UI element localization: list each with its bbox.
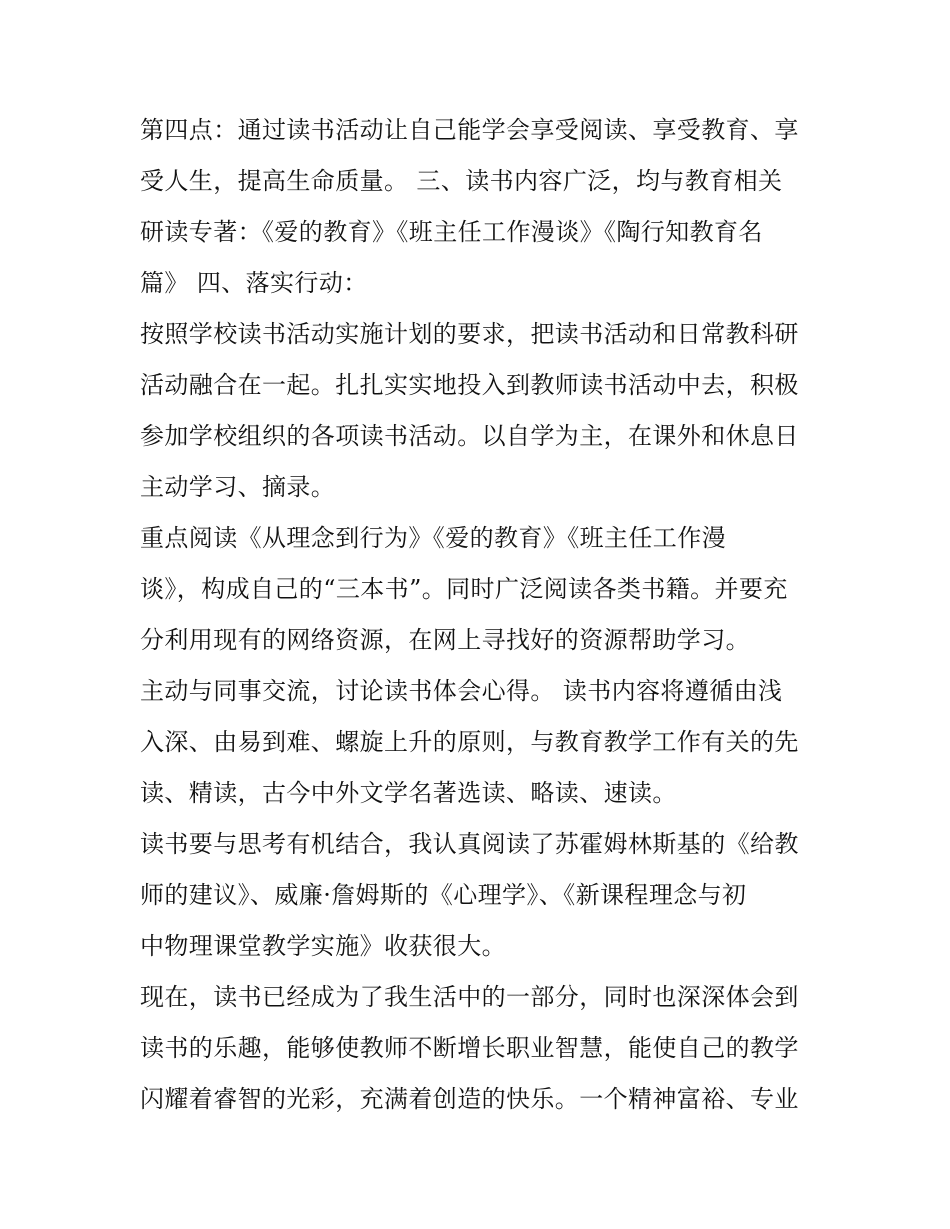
text-line-16: 师的建议》、威廉·詹姆斯的《心理学》、《新课程理念与初 bbox=[140, 881, 747, 909]
text-line-10: 谈》，构成自己的“三本书”。同时广泛阅读各类书籍。并要充 bbox=[140, 575, 788, 603]
text-line-9: 重点阅读《从理念到行为》《爱的教育》《班主任工作漫 bbox=[140, 524, 726, 552]
text-line-13: 入深、由易到难、螺旋上升的原则，与教育教学工作有关的先 bbox=[140, 728, 799, 756]
text-line-8: 主动学习、摘录。 bbox=[140, 473, 336, 501]
text-line-5: 按照学校读书活动实施计划的要求，把读书活动和日常教科研 bbox=[140, 320, 799, 348]
text-line-15: 读书要与思考有机结合，我认真阅读了苏霍姆林斯基的《给教 bbox=[140, 830, 799, 858]
text-line-1: 第四点：通过读书活动让自己能学会享受阅读、享受教育、享 bbox=[140, 116, 799, 144]
text-line-12: 主动与同事交流，讨论读书体会心得。 读书内容将遵循由浅 bbox=[140, 677, 783, 705]
text-line-11: 分利用现有的网络资源，在网上寻找好的资源帮助学习。 bbox=[140, 626, 750, 654]
text-line-19: 读书的乐趣，能够使教师不断增长职业智慧，能使自己的教学 bbox=[140, 1034, 799, 1062]
text-line-6: 活动融合在一起。扎扎实实地投入到教师读书活动中去，积极 bbox=[140, 371, 799, 399]
text-line-18: 现在，读书已经成为了我生活中的一部分，同时也深深体会到 bbox=[140, 983, 799, 1011]
text-line-20: 闪耀着睿智的光彩，充满着创造的快乐。一个精神富裕、专业 bbox=[140, 1085, 799, 1113]
text-line-4: 篇》 四、落实行动： bbox=[140, 269, 368, 297]
text-line-17: 中物理课堂教学实施》收获很大。 bbox=[140, 932, 506, 960]
text-line-2: 受人生，提高生命质量。 三、读书内容广泛，均与教育相关 bbox=[140, 167, 783, 195]
text-line-14: 读、精读，古今中外文学名著选读、略读、速读。 bbox=[140, 779, 677, 807]
text-line-3: 研读专著：《爱的教育》《班主任工作漫谈》《陶行知教育名 bbox=[140, 218, 763, 246]
document-body bbox=[140, 105, 830, 1125]
text-line-7: 参加学校组织的各项读书活动。以自学为主，在课外和休息日 bbox=[140, 422, 799, 450]
